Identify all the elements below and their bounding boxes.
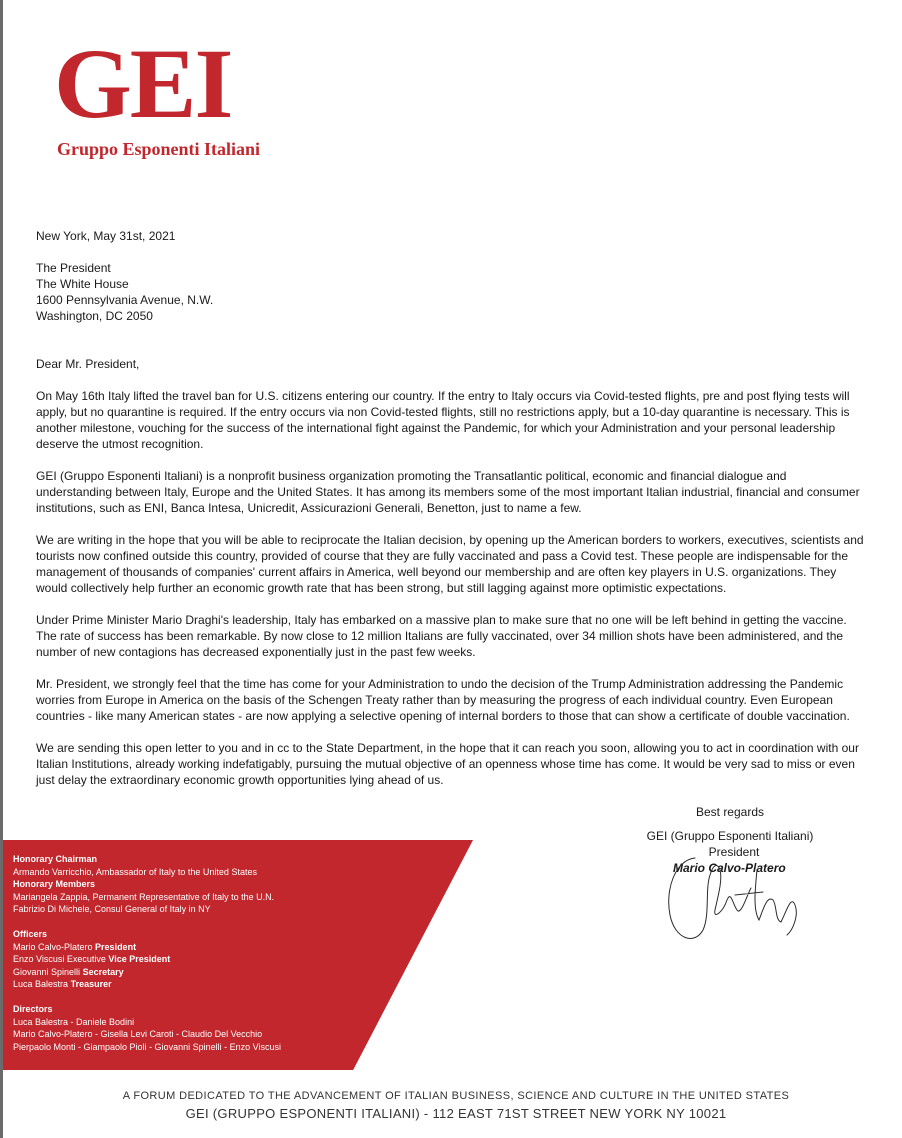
officer-name: Giovanni Spinelli: [13, 966, 81, 977]
officer-name: Luca Balestra: [13, 979, 69, 990]
page-border: [0, 0, 3, 1138]
honorary-member: Mariangela Zappia, Permanent Representative of Italy to the U.N.: [13, 891, 275, 902]
officer-role: Vice President: [108, 954, 171, 965]
officer-name: Enzo Viscusi Executive: [13, 954, 106, 965]
address-line: 1600 Pennsylvania Avenue, N.W.: [36, 293, 214, 307]
honorary-chairman-heading: Honorary Chairman: [13, 854, 98, 864]
paragraph: We are sending this open letter to you and in cc to the State Department, in the hope that it can reach you soon, allowing you to act in coordination with our Italian Institutions, already working indefatigably, pursuing the mutual objective of an openness whose time has come. It would be very sad to miss or even just delay the extraordinary economic growth opportunities lying ahead of us.: [36, 741, 859, 787]
gei-logo: GEI: [54, 28, 232, 139]
footer-tagline: A FORUM DEDICATED TO THE ADVANCEMENT OF ITALIAN BUSINESS, SCIENCE AND CULTURE IN THE UNITED STATES: [122, 1090, 790, 1102]
officers-heading: Officers: [13, 928, 48, 939]
officer-role: Secretary: [82, 966, 124, 977]
letter-body: [36, 228, 864, 804]
officer-name: Mario Calvo-Platero: [13, 941, 93, 952]
officer: [13, 978, 343, 991]
paragraph: Mr. President, we strongly feel that the time has come for your Administration to undo the decision of the Trump Administration addressing the Pandemic worries from Europe in America on the basis of the Schengen Treaty rather than by measuring the progress of each individual country. Even European countries - like many American states - are now applying a selective opening of internal borders to those that can show a certificate of double vaccination.: [36, 677, 850, 723]
address-line: Washington, DC 2050: [36, 309, 153, 323]
honorary-members-heading: Honorary Members: [13, 879, 96, 890]
closing-title: President: [708, 845, 760, 859]
directors-line: Luca Balestra - Daniele Bodini: [13, 1016, 135, 1027]
letter-date: New York, May 31st, 2021: [36, 229, 176, 243]
handwritten-signature: [665, 850, 805, 945]
honorary-chairman: Armando Varricchio, Ambassador of Italy to the United States: [13, 866, 257, 877]
officer-role: Treasurer: [70, 979, 112, 990]
paragraph: We are writing in the hope that you will be able to reciprocate the Italian decision, by opening up the American borders to workers, executives, scientists and tourists now confined outside this country, provided of course that they are fully vaccinated and pass a Covid test. These people are indispensable for the management of thousands of companies' current affairs in America, well beyond our membership and are often key players in U.S. organizations. They would collectively help further an economic growth rate that has been strong, but still lagging against more optimistic expectations.: [36, 533, 864, 595]
footer-address: GEI (GRUPPO ESPONENTI ITALIANI) - 112 EAST 71ST STREET NEW YORK NY 10021: [185, 1106, 727, 1121]
officer: [13, 941, 343, 954]
honorary-member: Fabrizio Di Michele, Consul General of Italy in NY: [13, 904, 211, 915]
directors-heading: Directors: [13, 1003, 53, 1014]
closing-regards: Best regards: [695, 805, 765, 819]
board-list: [13, 853, 343, 1053]
salutation: Dear Mr. President,: [36, 357, 140, 371]
officer: [13, 953, 343, 966]
paragraph: Under Prime Minister Mario Draghi's leadership, Italy has embarked on a massive plan to make sure that no one will be left behind in getting the vaccine. The rate of success has been remarkable. By now close to 12 million Italians are fully vaccinated, over 34 million shots have been administered, and the number of new contagions has decreased exponentially just in the past few weeks.: [36, 613, 847, 659]
closing-org: GEI (Gruppo Esponenti Italiani): [646, 829, 814, 843]
closing-signer: Mario Calvo-Platero: [673, 861, 786, 875]
directors-line: Pierpaolo Monti - Giampaolo Pioli - Giovanni Spinelli - Enzo Viscusi: [13, 1041, 281, 1052]
officer-role: President: [95, 941, 137, 952]
address-line: The President: [36, 261, 111, 275]
officer: [13, 966, 343, 979]
directors-line: Mario Calvo-Platero - Gisella Levi Caroti - Claudio Del Vecchio: [13, 1029, 263, 1040]
paragraph: On May 16th Italy lifted the travel ban for U.S. citizens entering our country. If the entry to Italy occurs via Covid-tested flights, pre and post flying tests will apply, but no quarantine is required. If the entry occurs via non Covid-tested flights, still no restrictions apply, but a 10-day quarantine is necessary. This is another milestone, vouching for the success of the international fight against the Pandemic, for which your Administration and your personal leadership deserve the utmost recognition.: [36, 389, 850, 451]
address-line: The White House: [36, 277, 129, 291]
paragraph: GEI (Gruppo Esponenti Italiani) is a nonprofit business organization promoting the Transatlantic political, economic and financial dialogue and understanding between Italy, Europe and the United States. It has among its members some of the most important Italian industrial, financial and consumer institutions, such as ENI, Banca Intesa, Unicredit, Assicurazioni Generali, Benetton, just to name a few.: [36, 469, 860, 515]
recipient-address: [36, 260, 864, 324]
org-name: Gruppo Esponenti Italiani: [57, 139, 261, 159]
